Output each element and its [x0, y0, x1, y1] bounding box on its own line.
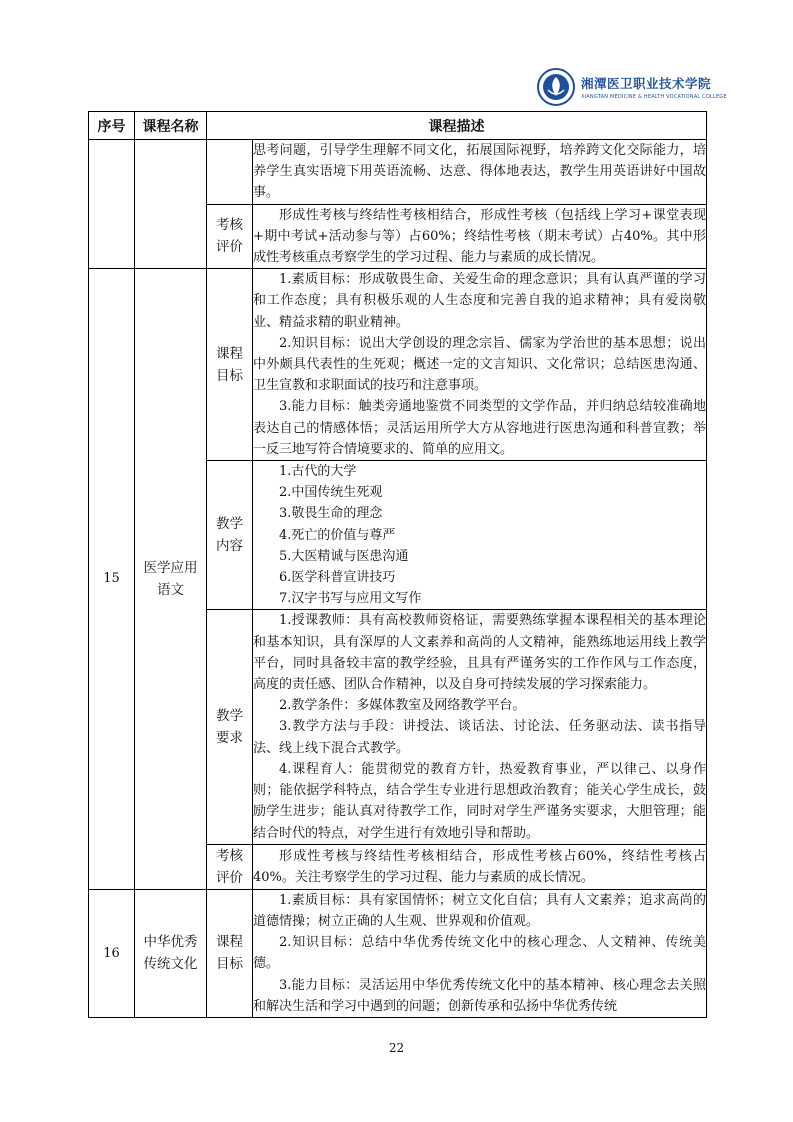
course-16-name — [135, 889, 207, 1017]
name-line: 中华优秀 — [143, 934, 198, 951]
name-line: 语文 — [157, 581, 184, 598]
col-header-seq: 序号 — [89, 112, 135, 140]
goal-item: 2.知识目标：说出大学创设的理念宗旨、儒家为学治世的基本思想；说出中外颇具代表性的生死观；概述一定的文言知识、文化常识；总结医患沟通、卫生宣教和求职面试的技巧和注意事项。 — [253, 335, 706, 394]
name-line: 传统文化 — [143, 956, 198, 973]
label-line: 教学 — [216, 516, 243, 533]
course-15-assess-label — [207, 844, 253, 889]
prev-intro-cell — [253, 140, 707, 205]
course-15-goals-label — [207, 269, 253, 461]
course-16-num: 16 — [89, 889, 135, 1017]
course-table — [88, 111, 707, 1018]
prev-assess-text: 形成性考核与终结性考核相结合，形成性考核（包括线上学习+课堂表现+期中考试+活动参与等）占60%；终结性考核（期末考试）占40%。其中形成性考核重点考察学生的学习过程、能力与素质的成长情况。 — [253, 207, 706, 266]
course-15-num: 15 — [89, 269, 135, 889]
table-header-row — [89, 112, 707, 140]
course-15-assess — [253, 844, 707, 889]
prev-name-cell — [135, 140, 207, 269]
goal-item: 1.素质目标：形成敬畏生命、关爱生命的理念意识；具有认真严谨的学习和工作态度；具有积极乐观的人生态度和完善自我的追求精神；具有爱岗敬业、精益求精的职业精神。 — [253, 272, 706, 330]
name-line: 医学应用 — [143, 559, 198, 576]
course-15-name — [135, 269, 207, 889]
list-item: 5.大医精诚与医患沟通 — [279, 548, 409, 564]
college-logo — [537, 68, 727, 106]
goal-item: 1.素质目标：具有家国情怀；树立文化自信；具有人文素养；追求高尚的道德情操；树立正确的人生观、世界观和价值观。 — [253, 892, 706, 929]
label-line: 考核 — [216, 847, 243, 864]
goal-item: 3.能力目标：灵活运用中华优秀传统文化中的基本精神、核心理念去关照和解决生活和学习中遇到的问题；创新传承和弘扬中华优秀传统 — [253, 977, 706, 1014]
college-name-cn: 湘潭医卫职业技术学院 — [581, 76, 712, 91]
course-16-goals-label — [207, 889, 253, 1017]
label-line: 评价 — [216, 869, 243, 886]
label-line: 内容 — [216, 538, 243, 555]
list-item: 4.死亡的价值与尊严 — [279, 527, 396, 543]
label-line: 课程 — [216, 934, 243, 951]
page-number: 22 — [388, 1041, 405, 1055]
list-item: 6.医学科普宣讲技巧 — [279, 570, 396, 586]
label-line: 教学 — [216, 708, 243, 725]
label-line: 考核 — [216, 217, 243, 234]
table-row — [89, 140, 707, 205]
course-15-content-label — [207, 461, 253, 610]
list-item: 7.汉字书写与应用文写作 — [279, 591, 422, 607]
req-item: 3.教学方法与手段：讲授法、谈话法、讨论法、任务驱动法、读书指导法、线上线下混合式教学。 — [253, 719, 706, 756]
label-line: 目标 — [216, 956, 243, 973]
col-header-desc: 课程描述 — [207, 112, 707, 140]
assess-text: 形成性考核与终结性考核相结合，形成性考核占60%，终结性考核占40%。关注考察学生的学习过程、能力与素质的成长情况。 — [253, 848, 706, 885]
label-line: 课程 — [216, 345, 243, 362]
prev-num-cell — [89, 140, 135, 269]
col-header-name: 课程名称 — [135, 112, 207, 140]
req-item: 1.授课教师：具有高校教师资格证，需要熟练掌握本课程相关的基本理论和基本知识，具有深厚的人文素养和高尚的人文精神，能熟练地运用线上教学平台，同时具备较丰富的教学经验，且具有严谨务实的工作作风与工作态度，高度的责任感、团队合作精神，以及自身可持续发展的学习探索能力。 — [253, 613, 706, 693]
table-row — [89, 889, 707, 1017]
table-row — [89, 269, 707, 461]
prev-assess-cell — [253, 204, 707, 269]
prev-intro-text: 思考问题，引导学生理解不同文化，拓展国际视野，培养跨文化交际能力，培养学生真实语境下用英语流畅、达意、得体地表达，教学生用英语讲好中国故事。 — [253, 143, 706, 201]
course-15-req-label — [207, 610, 253, 844]
label-line: 要求 — [216, 730, 243, 747]
goal-item: 3.能力目标：触类旁通地鉴赏不同类型的文学作品，并归纳总结较准确地表达自己的情感体悟；灵活运用所学大方从容地进行医患沟通和科普宣教；举一反三地写符合情境要求的、简单的应用文。 — [253, 399, 706, 457]
list-item: 2.中国传统生死观 — [279, 485, 383, 501]
college-name-en: XIANGTAN MEDICINE & HEALTH VOCATIONAL COLLEGE — [581, 94, 727, 100]
course-15-contents — [253, 461, 707, 610]
college-seal-icon — [537, 68, 575, 106]
label-line: 评价 — [216, 239, 243, 256]
list-item: 3.敬畏生命的理念 — [279, 506, 383, 522]
course-16-goals — [253, 889, 707, 1017]
prev-blank-sub — [207, 140, 253, 205]
course-15-goals — [253, 269, 707, 461]
req-item: 2.教学条件：多媒体教室及网络教学平台。 — [279, 698, 526, 714]
goal-item: 2.知识目标：总结中华优秀传统文化中的核心理念、人文精神、传统美德。 — [253, 935, 706, 972]
prev-assess-label — [207, 204, 253, 269]
label-line: 目标 — [216, 367, 243, 384]
req-item: 4.课程育人：能贯彻党的教育方针，热爱教育事业，严以律己、以身作则；能依据学科特点，结合学生专业进行思想政治教育；能关心学生成长，鼓励学生进步；能认真对待教学工作，同时对学生严谨务实要求，大胆管理；能结合时代的特点，对学生进行有效地引导和帮助。 — [253, 761, 706, 841]
course-15-requirements — [253, 610, 707, 844]
list-item: 1.古代的大学 — [279, 464, 357, 480]
